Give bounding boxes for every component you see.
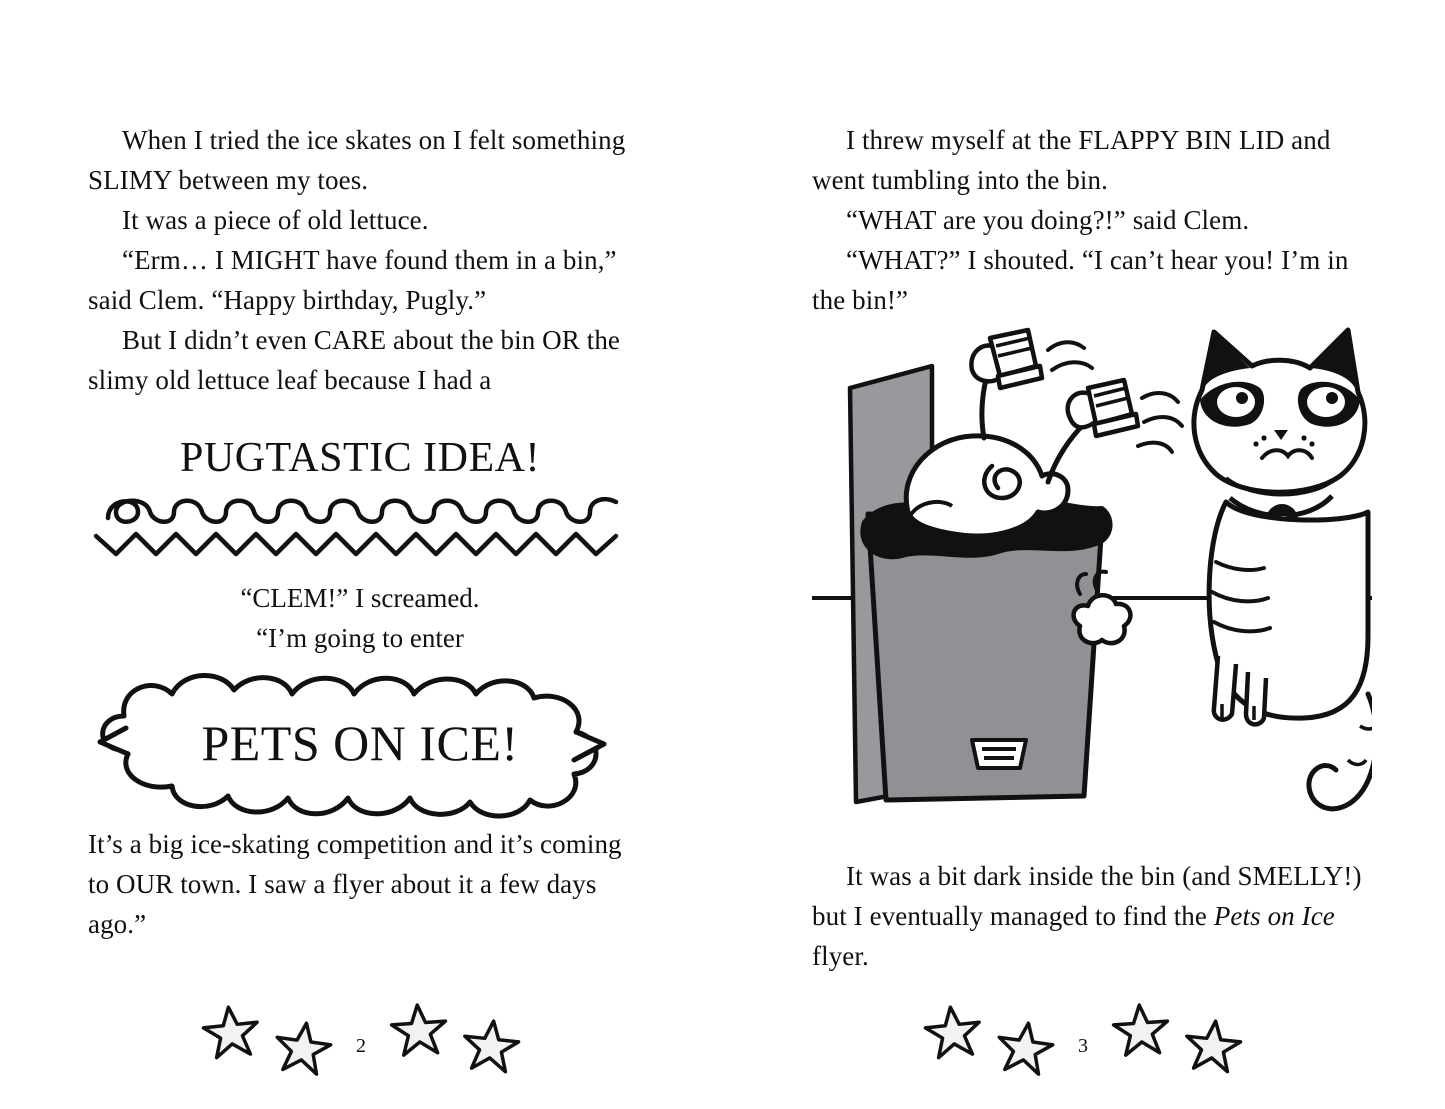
paragraph: “WHAT are you doing?!” said Clem. [846,205,1250,235]
pugtastic-headline: PUGTASTIC IDEA! [180,435,540,481]
page-number: 3 [1078,1034,1088,1057]
cat-leg [1214,656,1236,720]
star-icon [921,1000,985,1064]
star-icon [992,1015,1058,1081]
pug-right-leg [1048,424,1084,482]
page-number: 2 [356,1034,366,1057]
text-after-italic: flyer. [812,941,869,971]
dialogue-line: “I’m going to enter [256,623,464,653]
pugtastic-heading-block [88,434,632,560]
paragraph: “Erm… I MIGHT have found them in a bin,” said Clem. “Happy birthday, Pugly.” [88,245,617,315]
pug-in-bin-illustration [812,326,1364,856]
star-icon [388,999,450,1061]
text-before-italic: It was a bit dark inside the bin (and SMELLY!) but I eventually managed to find the [812,861,1362,931]
illustration-drawing [812,326,1372,856]
paragraph: It was a piece of old lettuce. [122,205,429,235]
paragraph: “WHAT?” I shouted. “I can’t hear you! I’m in the bin!” [812,245,1349,315]
star-icon [270,1015,336,1081]
curl-squiggle-rule-icon [88,488,634,528]
star-icon [1110,999,1172,1061]
paragraph: It’s a big ice-skating competition and it’s coming to OUR town. I saw a flyer about it a few days ago.” [88,829,622,939]
star-icon [1181,1014,1245,1078]
paragraph: When I tried the ice skates on I felt something SLIMY between my toes. [88,125,626,195]
ice-skate-icon [1088,380,1138,436]
cat-eye-right [1307,387,1345,417]
page-footer-left [0,1009,722,1067]
cloud-text: PETS ON ICE! [201,715,519,771]
paragraph-with-italic [812,856,1364,976]
page-footer-right [722,1009,1444,1067]
speech-cloud-callout [88,664,632,824]
cat-eye-left [1217,387,1255,417]
zigzag-rule-icon [88,526,634,560]
star-icon [459,1014,523,1078]
bin-label-icon [972,740,1026,768]
paragraph: I threw myself at the FLAPPY BIN LID and went tumbling into the bin. [812,125,1331,195]
tuxedo-cat [1194,330,1372,809]
italic-title: Pets on Ice [1213,901,1335,931]
right-page [722,0,1444,1109]
ice-skate-icon [990,330,1042,388]
paragraph: But I didn’t even CARE about the bin OR the slimy old lettuce leaf because I had a [88,325,620,395]
star-icon [199,1000,263,1064]
cat-leg [1246,672,1266,724]
dialogue-line: “CLEM!” I screamed. [240,583,480,613]
left-page [0,0,722,1109]
